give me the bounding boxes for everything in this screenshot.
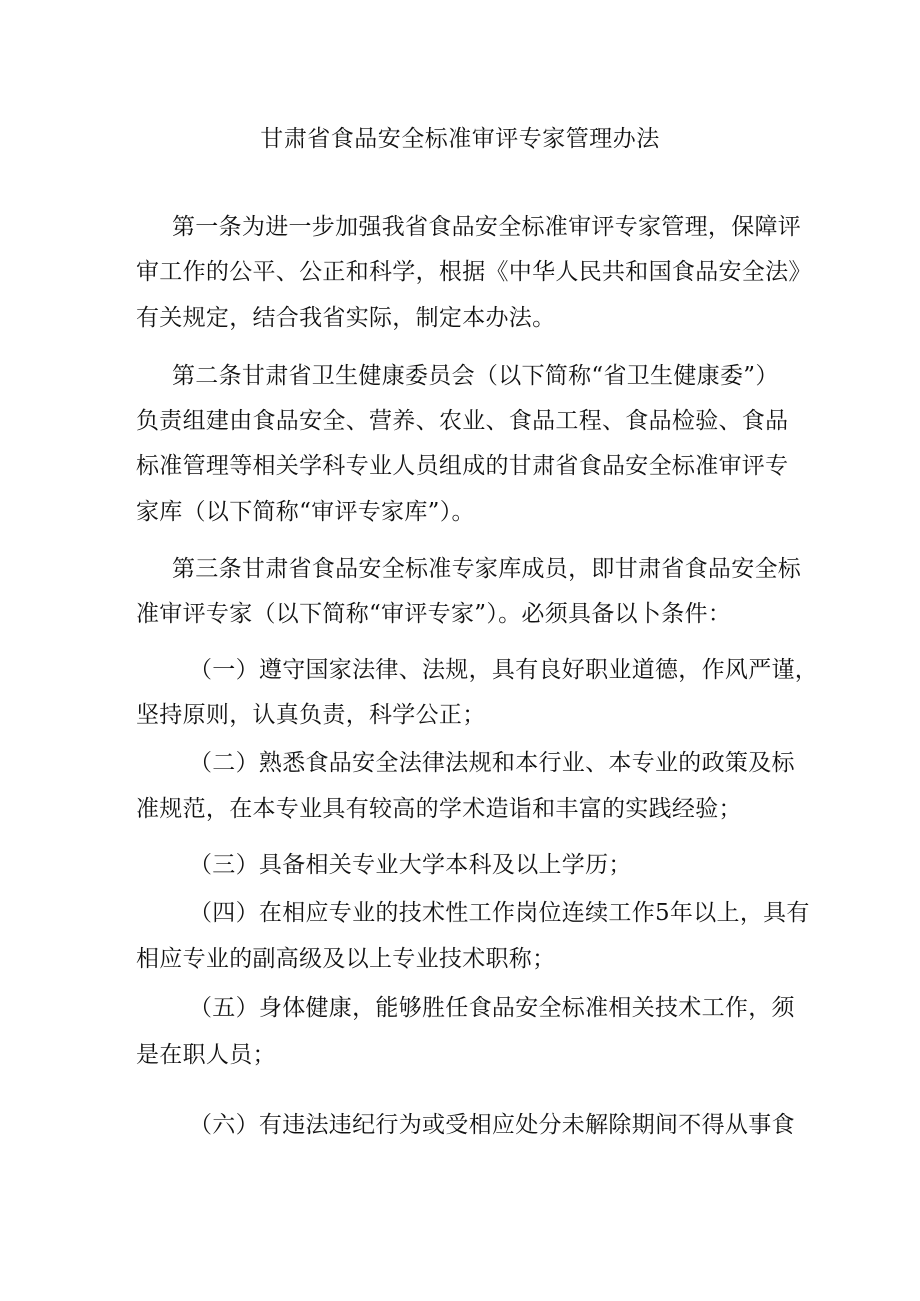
text-line: 坚持原则，认真负责，科学公正； xyxy=(136,702,486,728)
text-line: （四）在相应专业的技术性工作岗位连续工作5年以上，具有 xyxy=(189,900,810,926)
document-title: 甘肃省食品安全标准审评专家管理办法 xyxy=(260,126,660,152)
text-line: 家库（以下简称“审评专家库”）。 xyxy=(136,499,475,525)
text-line: 第二条甘肃省卫生健康委员会（以下简称“省卫生健康委”） xyxy=(172,363,779,389)
text-line: 是在职人员； xyxy=(136,1042,276,1068)
text-line: 标准管理等相关学科专业人员组成的甘肃省食品安全标准审评专 xyxy=(136,453,789,479)
text-line: 第一条为进一步加强我省食品安全标准审评专家管理，保障评 xyxy=(172,214,802,240)
text-line: 相应专业的副高级及以上专业技术职称； xyxy=(136,946,556,972)
text-line: （二）熟悉食品安全法律法规和本行业、本专业的政策及标 xyxy=(189,750,795,776)
text-line: 有关规定，结合我省实际，制定本办法。 xyxy=(136,305,556,331)
text-line: 准审评专家（以下简称“审评专家”）。必须具备以卜条件： xyxy=(136,601,732,627)
text-line: （六）有违法违纪行为或受相应处分未解除期间不得从事食 xyxy=(189,1112,795,1138)
text-line: （五）身体健康，能够胜任食品安全标准相关技术工作，须 xyxy=(189,995,795,1021)
text-line: 负责组建由食品安全、营养、农业、食品工程、食品检验、食品 xyxy=(136,408,789,434)
text-line: 第三条甘肃省食品安全标准专家库成员，即甘肃省食品安全标 xyxy=(172,556,802,582)
text-line: （三）具备相关专业大学本科及以上学历； xyxy=(189,852,632,878)
text-line: （一）遵守国家法律、法规，具有良好职业道德，作风严谨， xyxy=(189,657,819,683)
text-line: 审工作的公平、公正和科学，根据《中华人民共和国食品安全法》 xyxy=(136,259,812,285)
text-line: 准规范，在本专业具有较高的学术造诣和丰富的实践经验； xyxy=(136,796,742,822)
